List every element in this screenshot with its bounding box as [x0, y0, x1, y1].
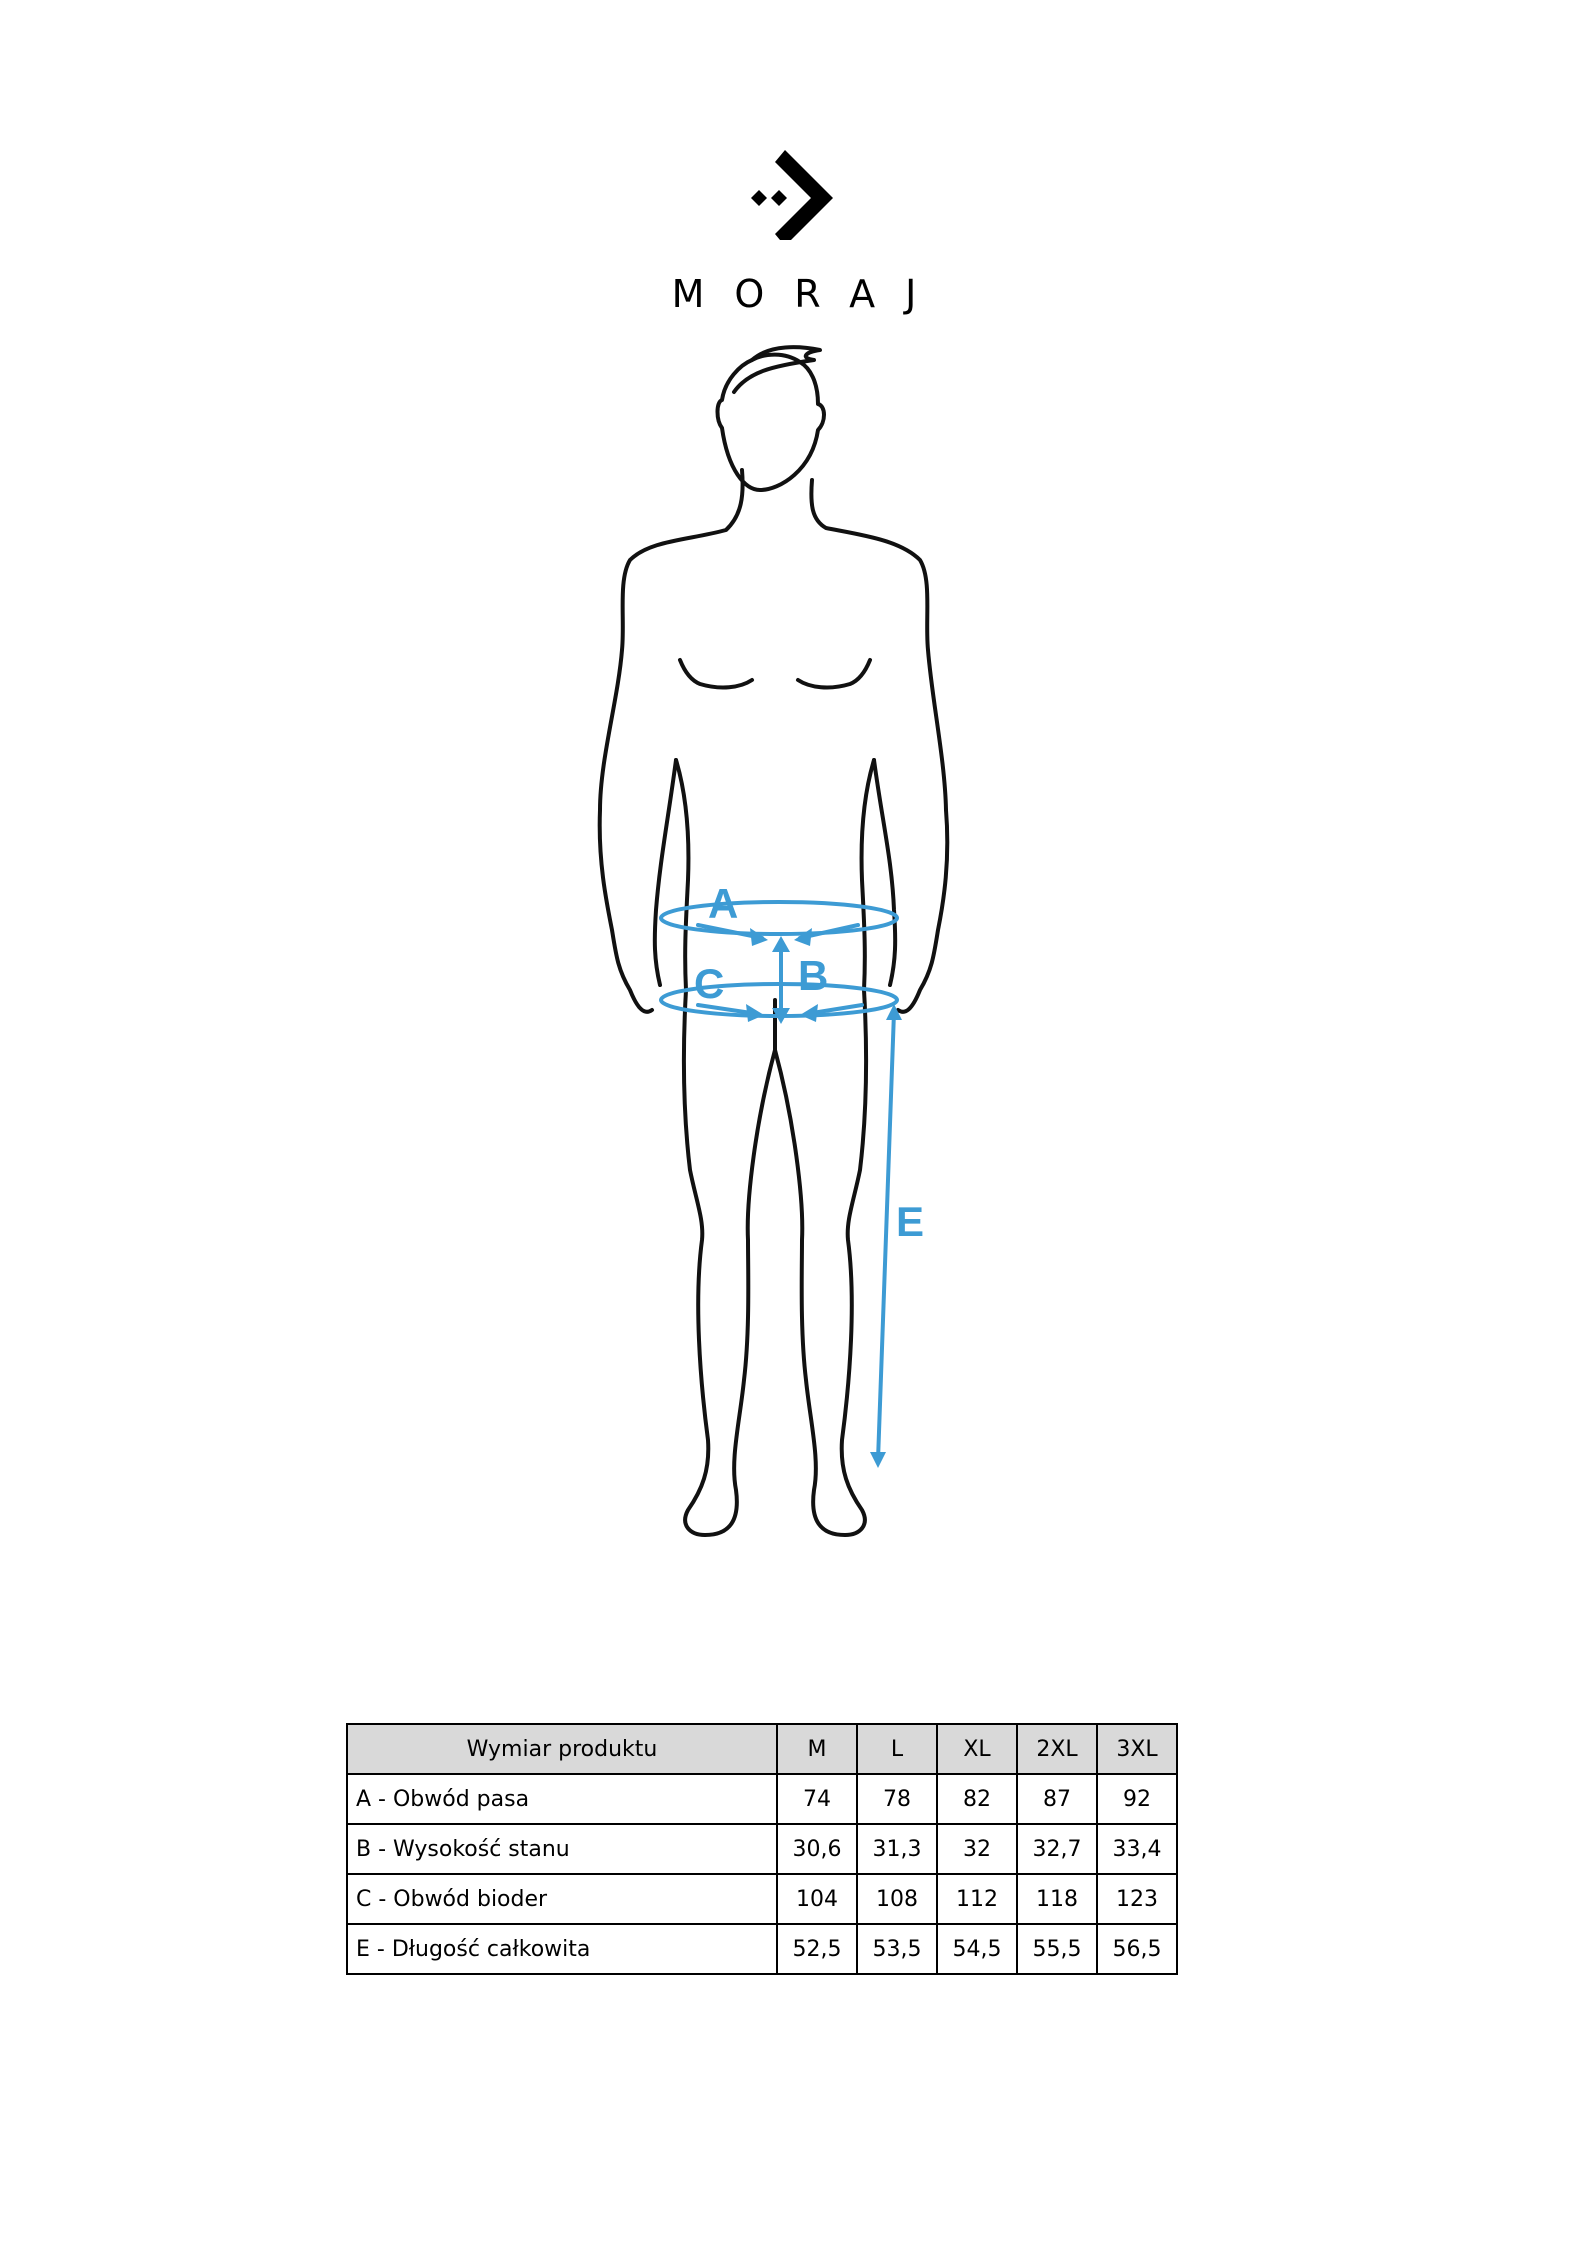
table-cell: 55,5 — [1017, 1924, 1097, 1974]
label-b: B — [798, 952, 829, 999]
table-row — [347, 1874, 1177, 1924]
measurement-diagram — [0, 330, 1588, 1560]
table-cell: 118 — [1017, 1874, 1097, 1924]
label-a: A — [708, 880, 739, 927]
table-cell: 78 — [857, 1774, 937, 1824]
table-cell: 30,6 — [777, 1824, 857, 1874]
header-size: 3XL — [1097, 1724, 1177, 1774]
table-cell: 33,4 — [1097, 1824, 1177, 1874]
table-cell: 53,5 — [857, 1924, 937, 1974]
brand-name: MORAJ — [671, 272, 947, 316]
body-outline — [600, 347, 948, 1535]
label-e: E — [896, 1198, 925, 1245]
table-cell: 31,3 — [857, 1824, 937, 1874]
table-cell: 32,7 — [1017, 1824, 1097, 1874]
table-cell: 52,5 — [777, 1924, 857, 1974]
brand-logo — [0, 150, 1588, 240]
table-row — [347, 1824, 1177, 1874]
table-cell: 108 — [857, 1874, 937, 1924]
table-cell: 74 — [777, 1774, 857, 1824]
label-c: C — [694, 960, 725, 1007]
table-row — [347, 1774, 1177, 1824]
row-label: A - Obwód pasa — [347, 1774, 777, 1824]
header-size: 2XL — [1017, 1724, 1097, 1774]
table-cell: 54,5 — [937, 1924, 1017, 1974]
header-size: M — [777, 1724, 857, 1774]
table-cell: 56,5 — [1097, 1924, 1177, 1974]
size-table — [346, 1723, 1178, 1975]
row-label: E - Długość całkowita — [347, 1924, 777, 1974]
table-cell: 104 — [777, 1874, 857, 1924]
table-cell: 123 — [1097, 1874, 1177, 1924]
header-measurement: Wymiar produktu — [347, 1724, 777, 1774]
table-cell: 82 — [937, 1774, 1017, 1824]
waist-ring — [661, 902, 897, 934]
table-row — [347, 1924, 1177, 1974]
moraj-logo-icon — [749, 150, 839, 240]
table-cell: 112 — [937, 1874, 1017, 1924]
table-cell: 92 — [1097, 1774, 1177, 1824]
header-size: XL — [937, 1724, 1017, 1774]
table-header-row — [347, 1724, 1177, 1774]
row-label: B - Wysokość stanu — [347, 1824, 777, 1874]
header-size: L — [857, 1724, 937, 1774]
row-label: C - Obwód bioder — [347, 1874, 777, 1924]
length-arrow — [878, 1012, 894, 1460]
table-cell: 32 — [937, 1824, 1017, 1874]
body-figure — [0, 330, 1588, 1560]
table-cell: 87 — [1017, 1774, 1097, 1824]
